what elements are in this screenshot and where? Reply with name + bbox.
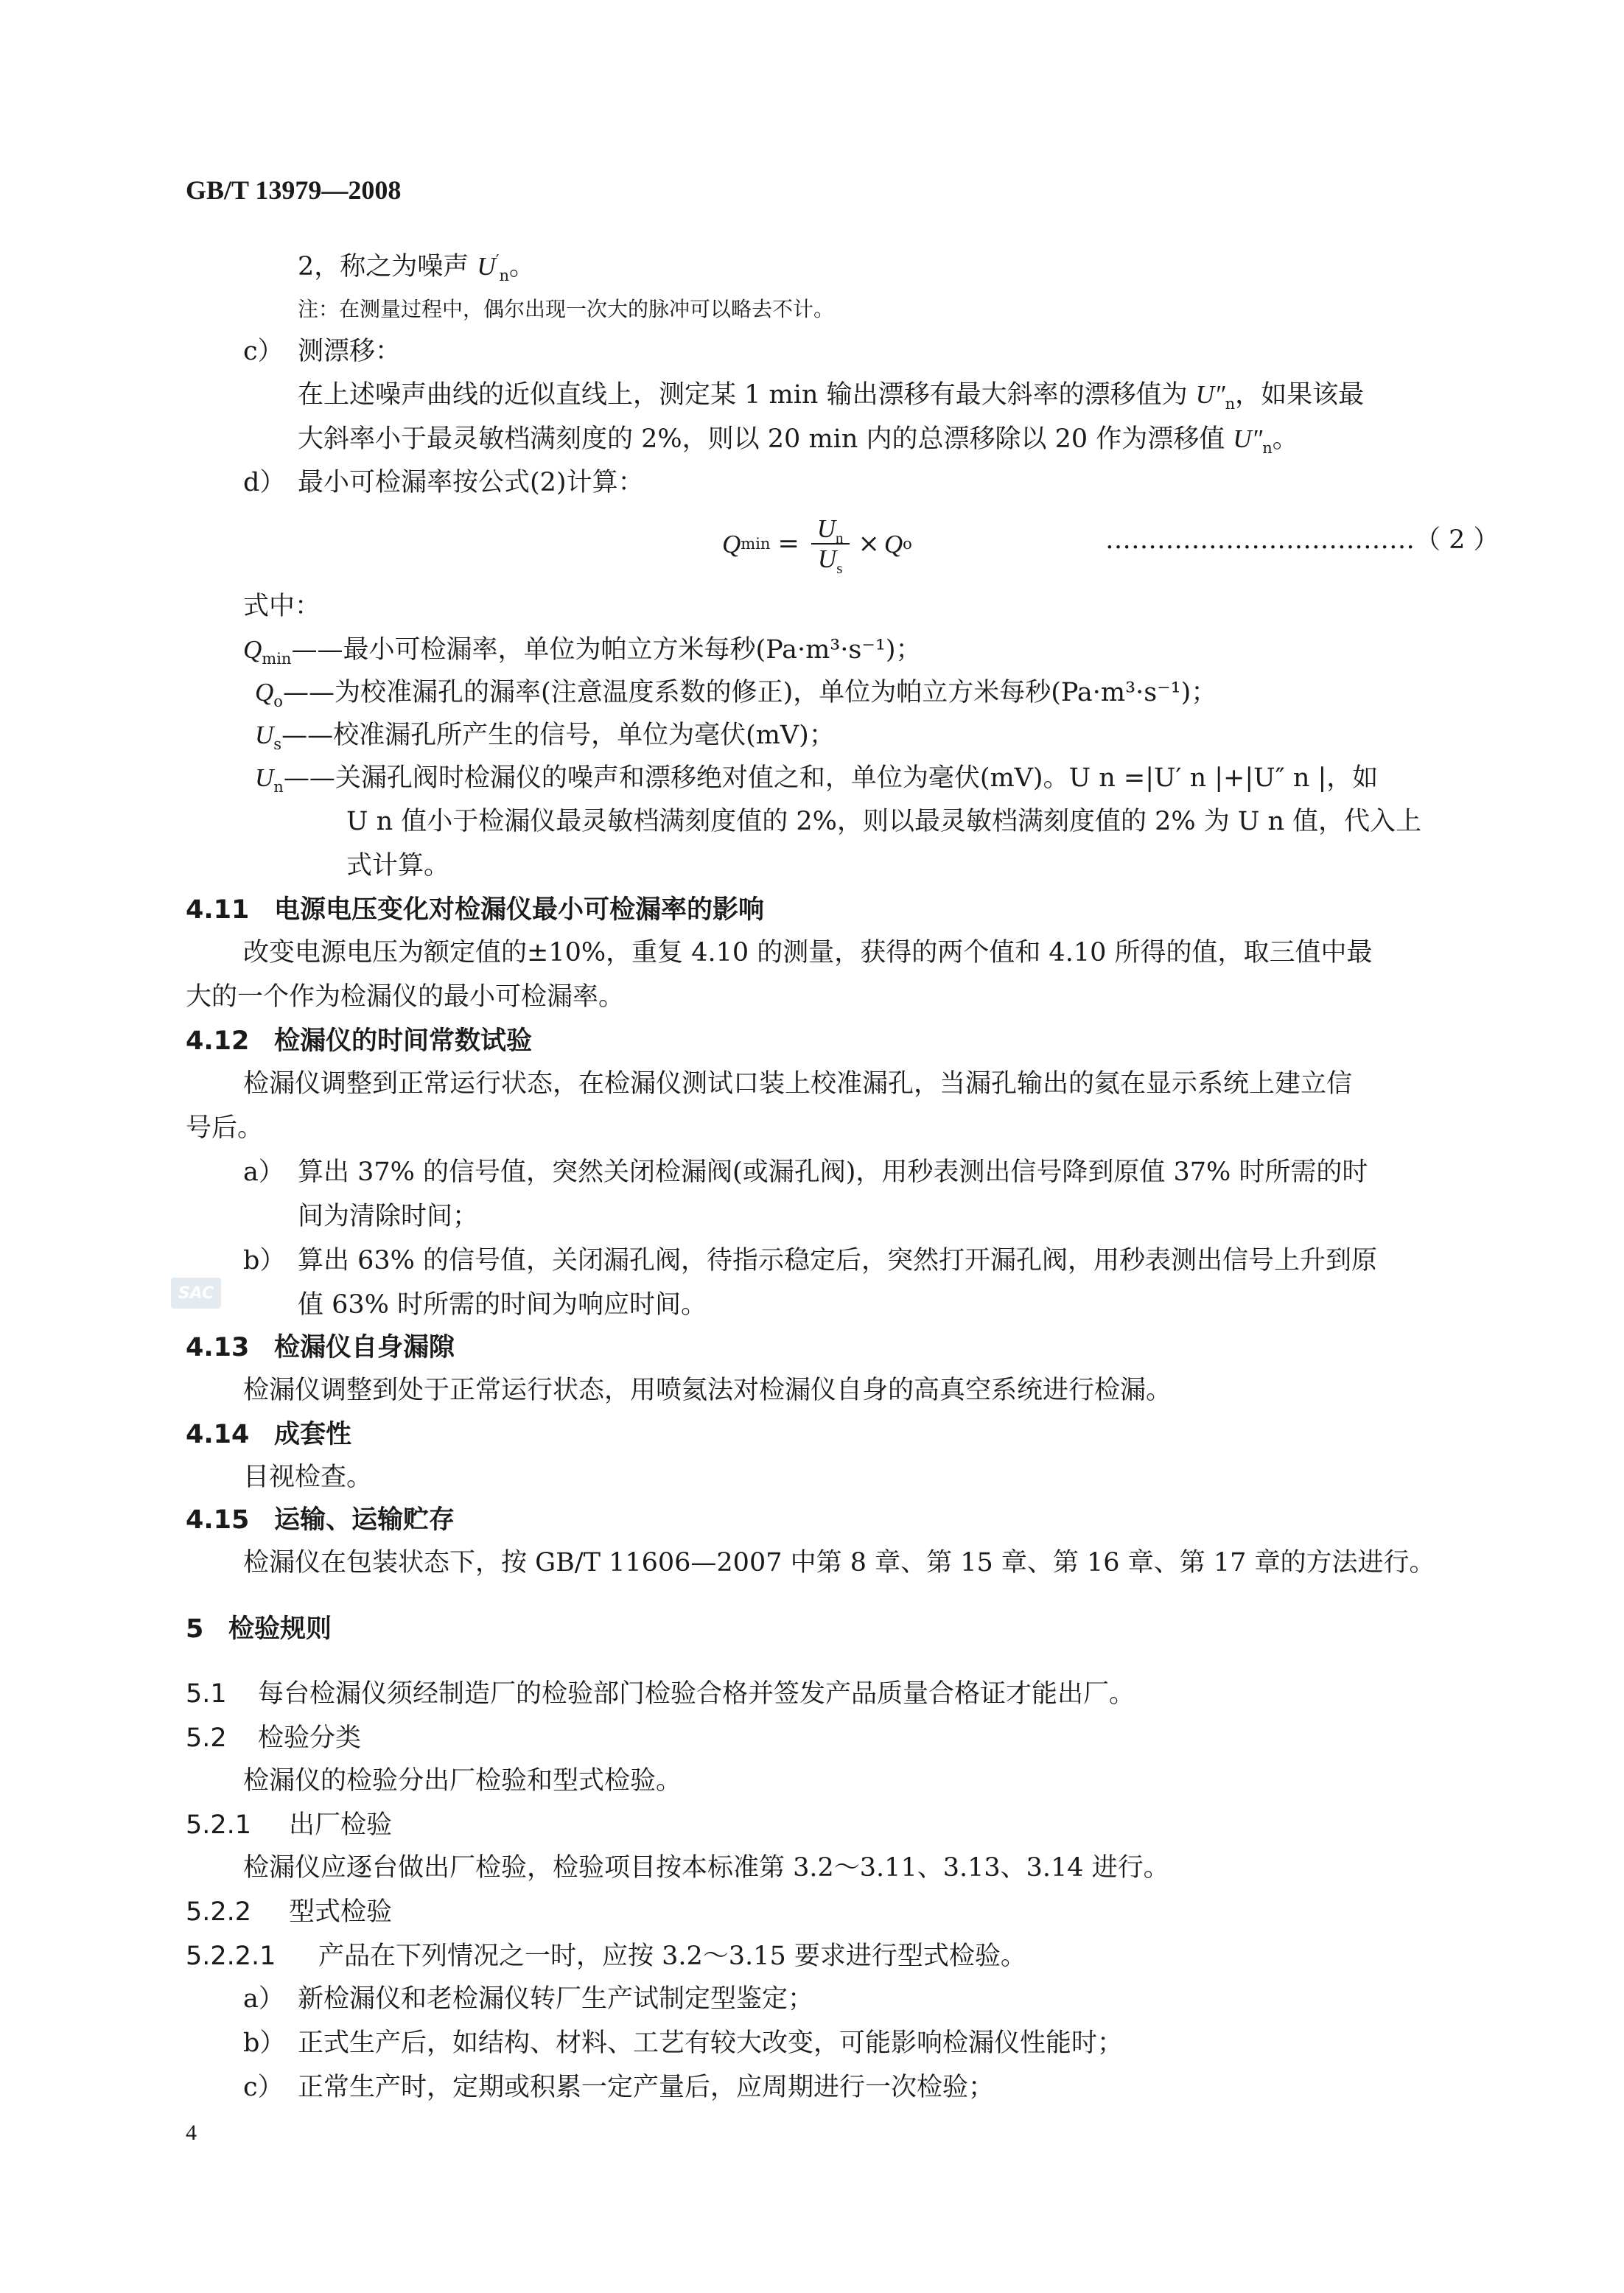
section-5-2-2-number: 5.2.2	[186, 1897, 252, 1927]
where-label: 式中：	[243, 592, 321, 621]
section-4-13-body: 检漏仪调整到处于正常运行状态，用喷氦法对检漏仪自身的高真空系统进行检漏。	[243, 1376, 1172, 1405]
section-5-2-number: 5.2	[186, 1723, 227, 1753]
section-4-14-body: 目视检查。	[243, 1463, 373, 1492]
section-4-12-body-2: 号后。	[186, 1113, 264, 1143]
section-5-1-text: 每台检漏仪须经制造厂的检验部门检验合格并签发产品质量合格证才能出厂。	[258, 1679, 1135, 1709]
section-5-2-body: 检漏仪的检验分出厂检验和型式检验。	[243, 1766, 682, 1796]
section-5-2-title: 检验分类	[258, 1723, 362, 1753]
section-4-12-b-label: b）	[243, 1246, 286, 1275]
formula-number: ………………………………（ 2 ）	[1105, 525, 1499, 555]
section-4-11-title: 电源电压变化对检漏仪最小可检漏率的影响	[274, 895, 765, 925]
section-4-15-body: 检漏仪在包装状态下，按 GB/T 11606—2007 中第 8 章、第 15 章、第 16 章、第 17 章的方法进行。	[243, 1548, 1435, 1578]
section-4-11-number: 4.11	[186, 895, 250, 925]
drift-body-2: 大斜率小于最灵敏档满刻度的 2%，则以 20 min 内的总漂移除以 20 作为漂移值 $U''_n$。	[298, 424, 1298, 457]
note-text: 注：在测量过程中，偶尔出现一次大的脉冲可以略去不计。	[298, 297, 835, 321]
chapter-5-number: 5	[186, 1614, 204, 1644]
section-4-12-number: 4.12	[186, 1026, 250, 1056]
formula-2: Q min = $\frac{U_n}{U_s}$ × Q o	[722, 514, 912, 577]
section-4-13-title: 检漏仪自身漏隙	[274, 1333, 455, 1362]
where-un-cont-2: 式计算。	[346, 851, 450, 881]
section-5-2-1-body: 检漏仪应逐台做出厂检验，检验项目按本标准第 3.2～3.11、3.13、3.14 进行。	[243, 1853, 1169, 1883]
item-c-title: 测漂移：	[298, 337, 402, 366]
section-4-12-a-label: a）	[243, 1158, 284, 1187]
list-b-label: b）	[243, 2028, 286, 2058]
list-c-text: 正常生产时，定期或积累一定产量后，应周期进行一次检验；	[298, 2073, 995, 2102]
section-4-11-body-1: 改变电源电压为额定值的±10%，重复 4.10 的测量，获得的两个值和 4.10 所得的值，取三值中最	[243, 938, 1373, 967]
section-5-2-2-1-text: 产品在下列情况之一时，应按 3.2～3.15 要求进行型式检验。	[318, 1942, 1026, 1971]
where-us: $U_s——$校准漏孔所产生的信号，单位为毫伏(mV)；	[255, 721, 835, 753]
list-b-text: 正式生产后，如结构、材料、工艺有较大改变，可能影响检漏仪性能时；	[298, 2028, 1124, 2058]
item-d-label: d）	[243, 468, 286, 497]
list-a-label: a）	[243, 1984, 284, 2014]
section-4-12-a-1: 算出 37% 的信号值，突然关闭检漏阀(或漏孔阀)，用秒表测出信号降到原值 37% 时所需的时	[298, 1158, 1368, 1187]
section-4-12-b-1: 算出 63% 的信号值，关闭漏孔阀，待指示稳定后，突然打开漏孔阀，用秒表测出信号上升到原	[298, 1246, 1378, 1275]
section-4-12-title: 检漏仪的时间常数试验	[274, 1026, 533, 1056]
noise-line: 2，称之为噪声 $U'_n$。	[298, 251, 536, 284]
section-4-15-title: 运输、运输贮存	[274, 1505, 455, 1535]
formula-fraction: $\frac{U_n}{U_s}$	[811, 516, 850, 572]
item-d-title: 最小可检漏率按公式(2)计算：	[298, 468, 644, 497]
section-4-11-body-2: 大的一个作为检漏仪的最小可检漏率。	[186, 982, 625, 1012]
list-c-label: c）	[243, 2073, 284, 2102]
section-5-2-1-title: 出厂检验	[289, 1810, 393, 1840]
drift-body-1: 在上述噪声曲线的近似直线上，测定某 1 min 输出漂移有最大斜率的漂移值为 $U''_n$，如果该最	[298, 380, 1365, 413]
where-un-cont-1: U n 值小于检漏仪最灵敏档满刻度值的 2%，则以最灵敏档满刻度值的 2% 为 U n 值，代入上	[346, 807, 1422, 836]
section-4-14-number: 4.14	[186, 1420, 250, 1449]
sac-watermark: SAC	[171, 1278, 221, 1309]
where-qmin: $Q_{min}——$最小可检漏率，单位为帕立方米每秒(Pa·m³·s⁻¹)；	[243, 635, 922, 668]
section-4-15-number: 4.15	[186, 1505, 250, 1535]
section-5-2-1-number: 5.2.1	[186, 1810, 252, 1840]
section-5-1-number: 5.1	[186, 1679, 227, 1709]
section-4-13-number: 4.13	[186, 1333, 250, 1362]
section-5-2-2-1-number: 5.2.2.1	[186, 1942, 276, 1971]
where-un: $U_n——$关漏孔阀时检漏仪的噪声和漂移绝对值之和，单位为毫伏(mV)。U n =|U′ n |+|U″ n |，如	[255, 763, 1379, 796]
item-c-label: c）	[243, 337, 284, 366]
where-qo: $Q_o——$为校准漏孔的漏率(注意温度系数的修正)，单位为帕立方米每秒(Pa·m³·s⁻¹)；	[255, 678, 1217, 710]
section-4-12-b-2: 值 63% 时所需的时间为响应时间。	[298, 1290, 707, 1320]
section-4-12-body-1: 检漏仪调整到正常运行状态，在检漏仪测试口装上校准漏孔，当漏孔输出的氦在显示系统上建立信	[243, 1069, 1353, 1099]
standard-code: GB/T 13979—2008	[186, 175, 402, 205]
list-a-text: 新检漏仪和老检漏仪转厂生产试制定型鉴定；	[298, 1984, 814, 2014]
page-number: 4	[186, 2121, 197, 2145]
chapter-5-title: 检验规则	[228, 1614, 332, 1644]
section-5-2-2-title: 型式检验	[289, 1897, 393, 1927]
section-4-12-a-2: 间为清除时间；	[298, 1202, 479, 1231]
section-4-14-title: 成套性	[274, 1420, 352, 1449]
